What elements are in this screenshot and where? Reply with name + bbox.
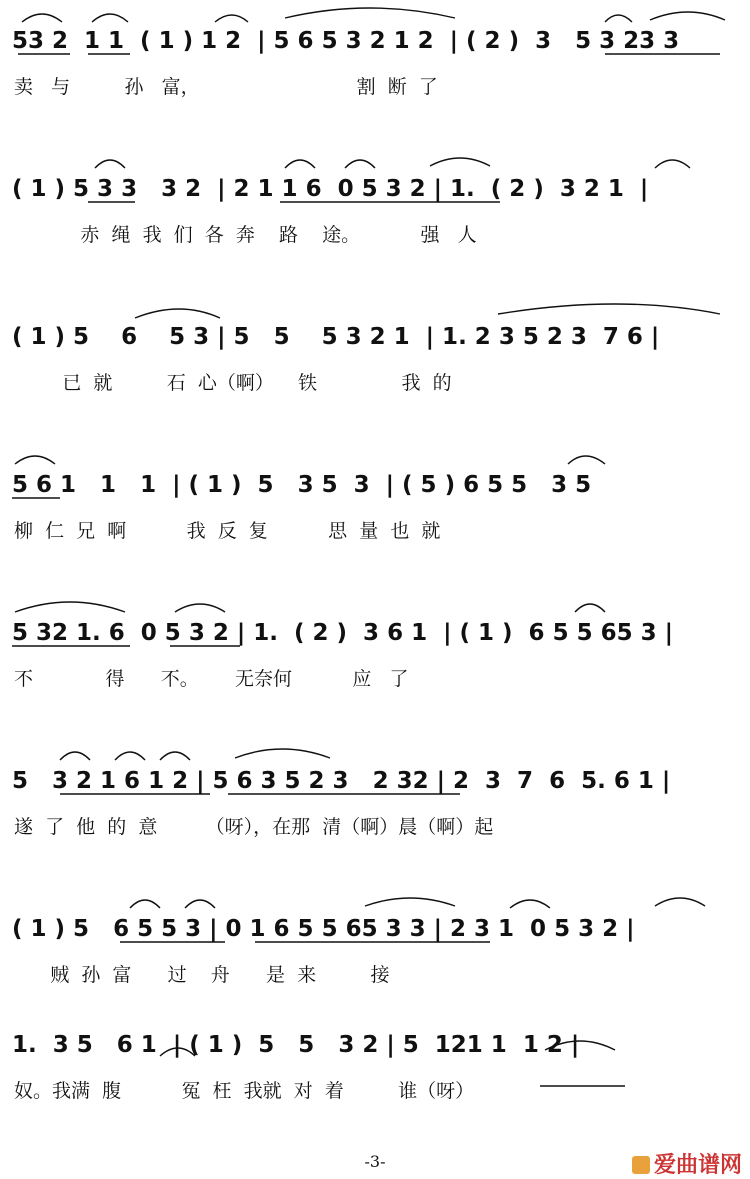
notation-line: 1. 3 5 6 1 | ( 1 ) 5 5 3 2 | 5 121 1 1 2 | [12, 1032, 580, 1058]
site-watermark [632, 1148, 742, 1179]
lyrics-line: 赤 绳 我 们 各 奔 路 途。 强 人 [14, 224, 477, 246]
page-number: -3- [364, 1152, 386, 1171]
lyrics-line: 已 就 石 心（啊） 铁 我 的 [14, 372, 452, 394]
notation-line: ( 1 ) 5 6 5 5 3 | 0 1 6 5 5 65 3 3 | 2 3 1 0 5 3 2 | [12, 916, 635, 942]
lyrics-line: 卖 与 孙 富， 割 断 了 [14, 76, 438, 98]
lyrics-line: 不 得 不。 无奈何 应 了 [14, 668, 409, 690]
score-line-7 [0, 888, 750, 1014]
score-line-4 [0, 444, 750, 570]
music-note-icon [632, 1156, 650, 1174]
notation-line: 5 32 1. 6 0 5 3 2 | 1. ( 2 ) 3 6 1 | ( 1 ) 6 5 5 65 3 | [12, 620, 674, 646]
score-line-3 [0, 296, 750, 422]
lyrics-line: 奴。我满 腹 冤 枉 我就 对 着 谁（呀） [14, 1080, 475, 1102]
score-line-2 [0, 148, 750, 274]
notation-line: 53 2 1 1 ( 1 ) 1 2 | 5 6 5 3 2 1 2 | ( 2 ) 3 5 3 23 3 [12, 28, 680, 54]
score-line-6 [0, 740, 750, 866]
watermark-text: 爱曲谱网 [653, 1153, 742, 1178]
notation-line: 5 3 2 1 6 1 2 | 5 6 3 5 2 3 2 32 | 2 3 7 6 5. 6 1 | [12, 768, 671, 794]
score-line-8 [0, 1004, 750, 1130]
lyrics-line: 贼 孙 富 过 舟 是 来 接 [14, 964, 390, 986]
score-line-1 [0, 0, 750, 126]
lyrics-line: 遂 了 他 的 意 （呀），在那 清（啊）晨（啊）起 [14, 816, 494, 838]
notation-line: ( 1 ) 5 3 3 3 2 | 2 1 1 6 0 5 3 2 | 1. ( 2 ) 3 2 1 | [12, 176, 649, 202]
notation-line: ( 1 ) 5 6 5 3 | 5 5 5 3 2 1 | 1. 2 3 5 2 3 7 6 | [12, 324, 660, 350]
notation-line: 5 6 1 1 1 | ( 1 ) 5 3 5 3 | ( 5 ) 6 5 5 3 5 [12, 472, 592, 498]
score-line-5 [0, 592, 750, 718]
lyrics-line: 柳 仁 兄 啊 我 反 复 思 量 也 就 [14, 520, 441, 542]
